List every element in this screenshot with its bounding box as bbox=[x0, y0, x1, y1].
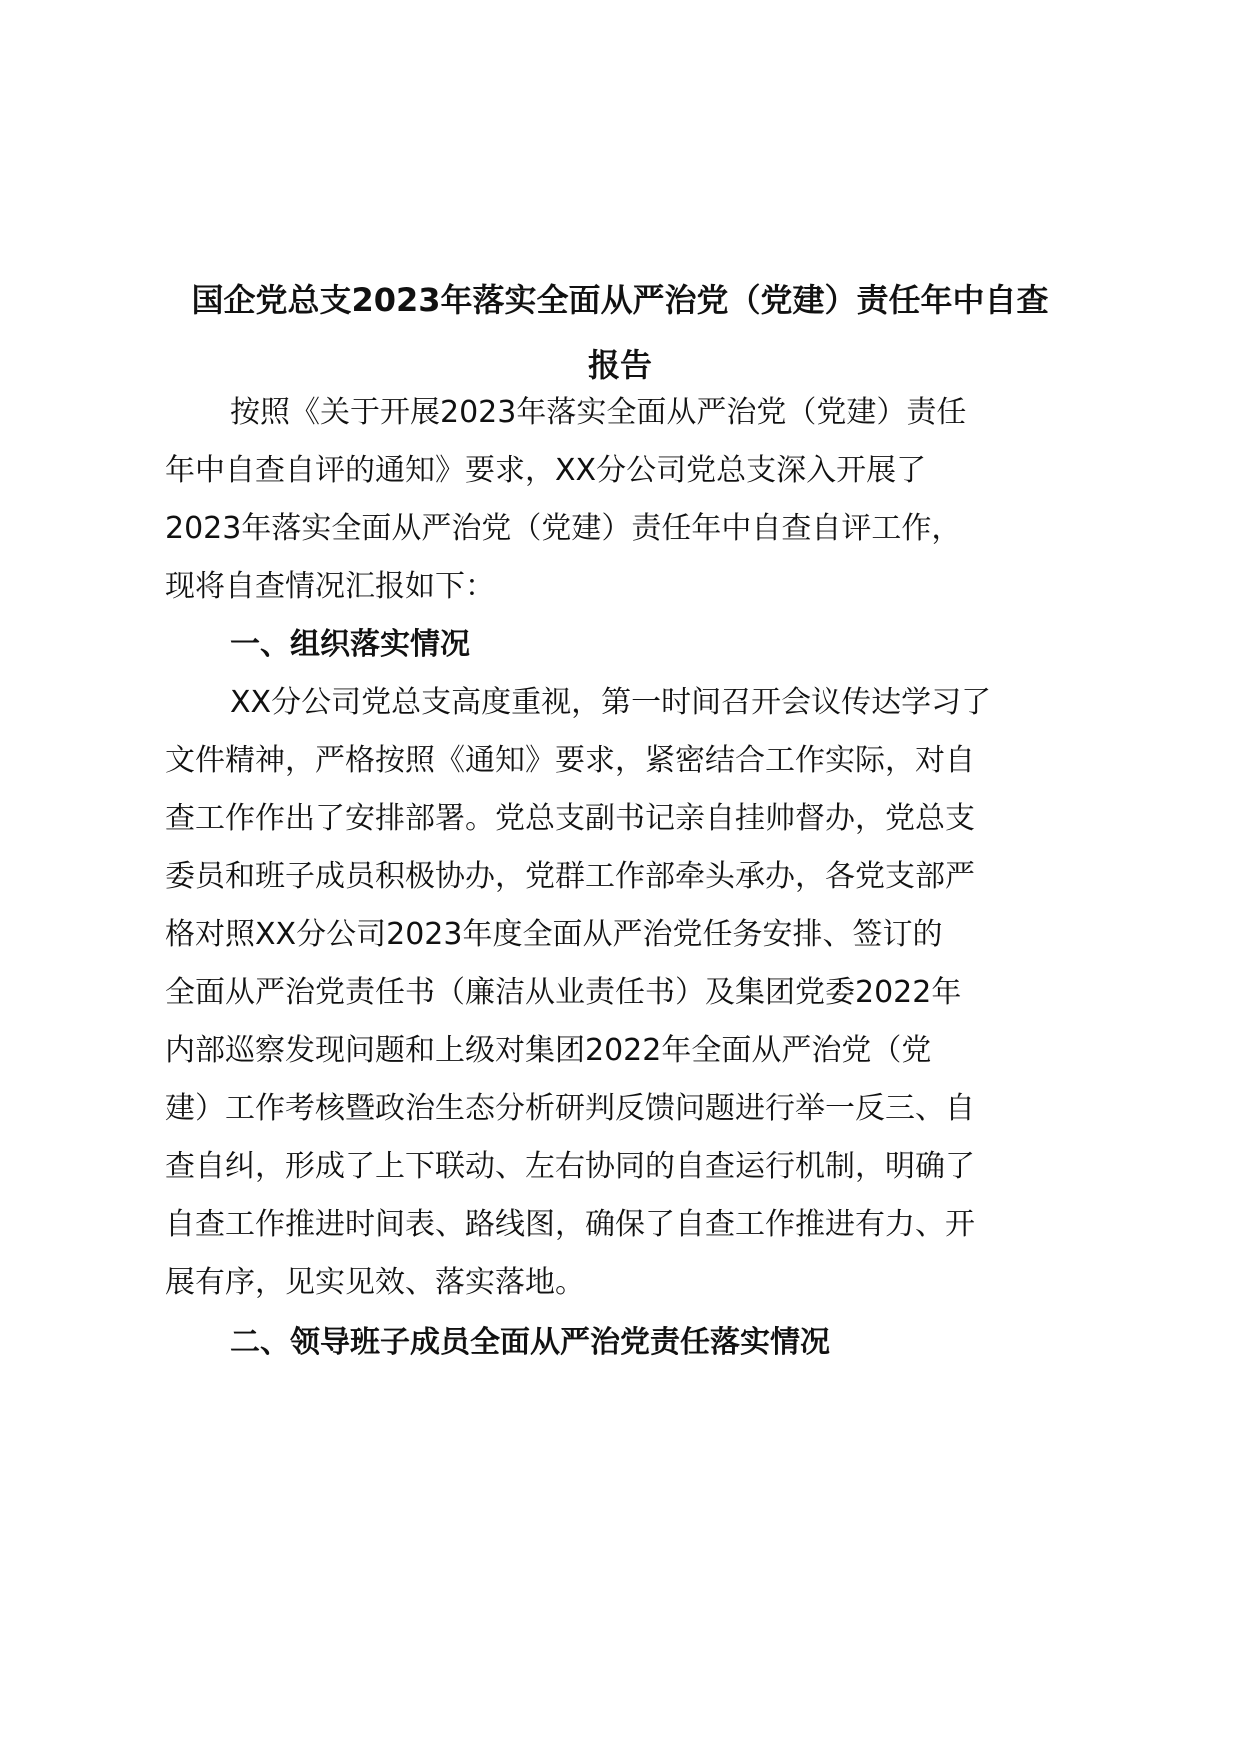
paragraph-2-line-4: 委员和班子成员积极协办，党群工作部牵头承办，各党支部严 bbox=[165, 859, 975, 894]
paragraph-1-line-4: 现将自查情况汇报如下： bbox=[165, 569, 495, 604]
paragraph-1-line-3: 2023年落实全面从严治党（党建）责任年中自查自评工作， bbox=[165, 511, 962, 546]
paragraph-2-line-9: 查自纠，形成了上下联动、左右协同的自查运行机制，明确了 bbox=[165, 1149, 975, 1184]
paragraph-1-line-1: 按照《关于开展2023年落实全面从严治党（党建）责任 bbox=[230, 395, 967, 430]
document-title-line-2: 报告 bbox=[587, 346, 652, 384]
section-heading-2: 二、领导班子成员全面从严治党责任落实情况 bbox=[230, 1325, 830, 1360]
paragraph-2-line-10: 自查工作推进时间表、路线图，确保了自查工作推进有力、开 bbox=[165, 1207, 975, 1242]
paragraph-2-line-3: 查工作作出了安排部署。党总支副书记亲自挂帅督办，党总支 bbox=[165, 801, 975, 836]
document-title-line-1: 国企党总支2023年落实全面从严治党（党建）责任年中自查 bbox=[191, 281, 1049, 319]
paragraph-2-line-5: 格对照XX分公司2023年度全面从严治党任务安排、签订的 bbox=[165, 917, 943, 952]
section-heading-1: 一、组织落实情况 bbox=[230, 627, 470, 662]
paragraph-2-line-2: 文件精神，严格按照《通知》要求，紧密结合工作实际，对自 bbox=[165, 743, 975, 778]
paragraph-2-line-1: XX分公司党总支高度重视，第一时间召开会议传达学习了 bbox=[230, 685, 992, 720]
paragraph-2-line-7: 内部巡察发现问题和上级对集团2022年全面从严治党（党 bbox=[165, 1033, 932, 1068]
paragraph-2-line-11: 展有序，见实见效、落实落地。 bbox=[165, 1265, 585, 1300]
paragraph-1-line-2: 年中自查自评的通知》要求，XX分公司党总支深入开展了 bbox=[165, 453, 927, 488]
paragraph-2-line-8: 建）工作考核暨政治生态分析研判反馈问题进行举一反三、自 bbox=[165, 1091, 975, 1126]
paragraph-2-line-6: 全面从严治党责任书（廉洁从业责任书）及集团党委2022年 bbox=[165, 975, 962, 1010]
